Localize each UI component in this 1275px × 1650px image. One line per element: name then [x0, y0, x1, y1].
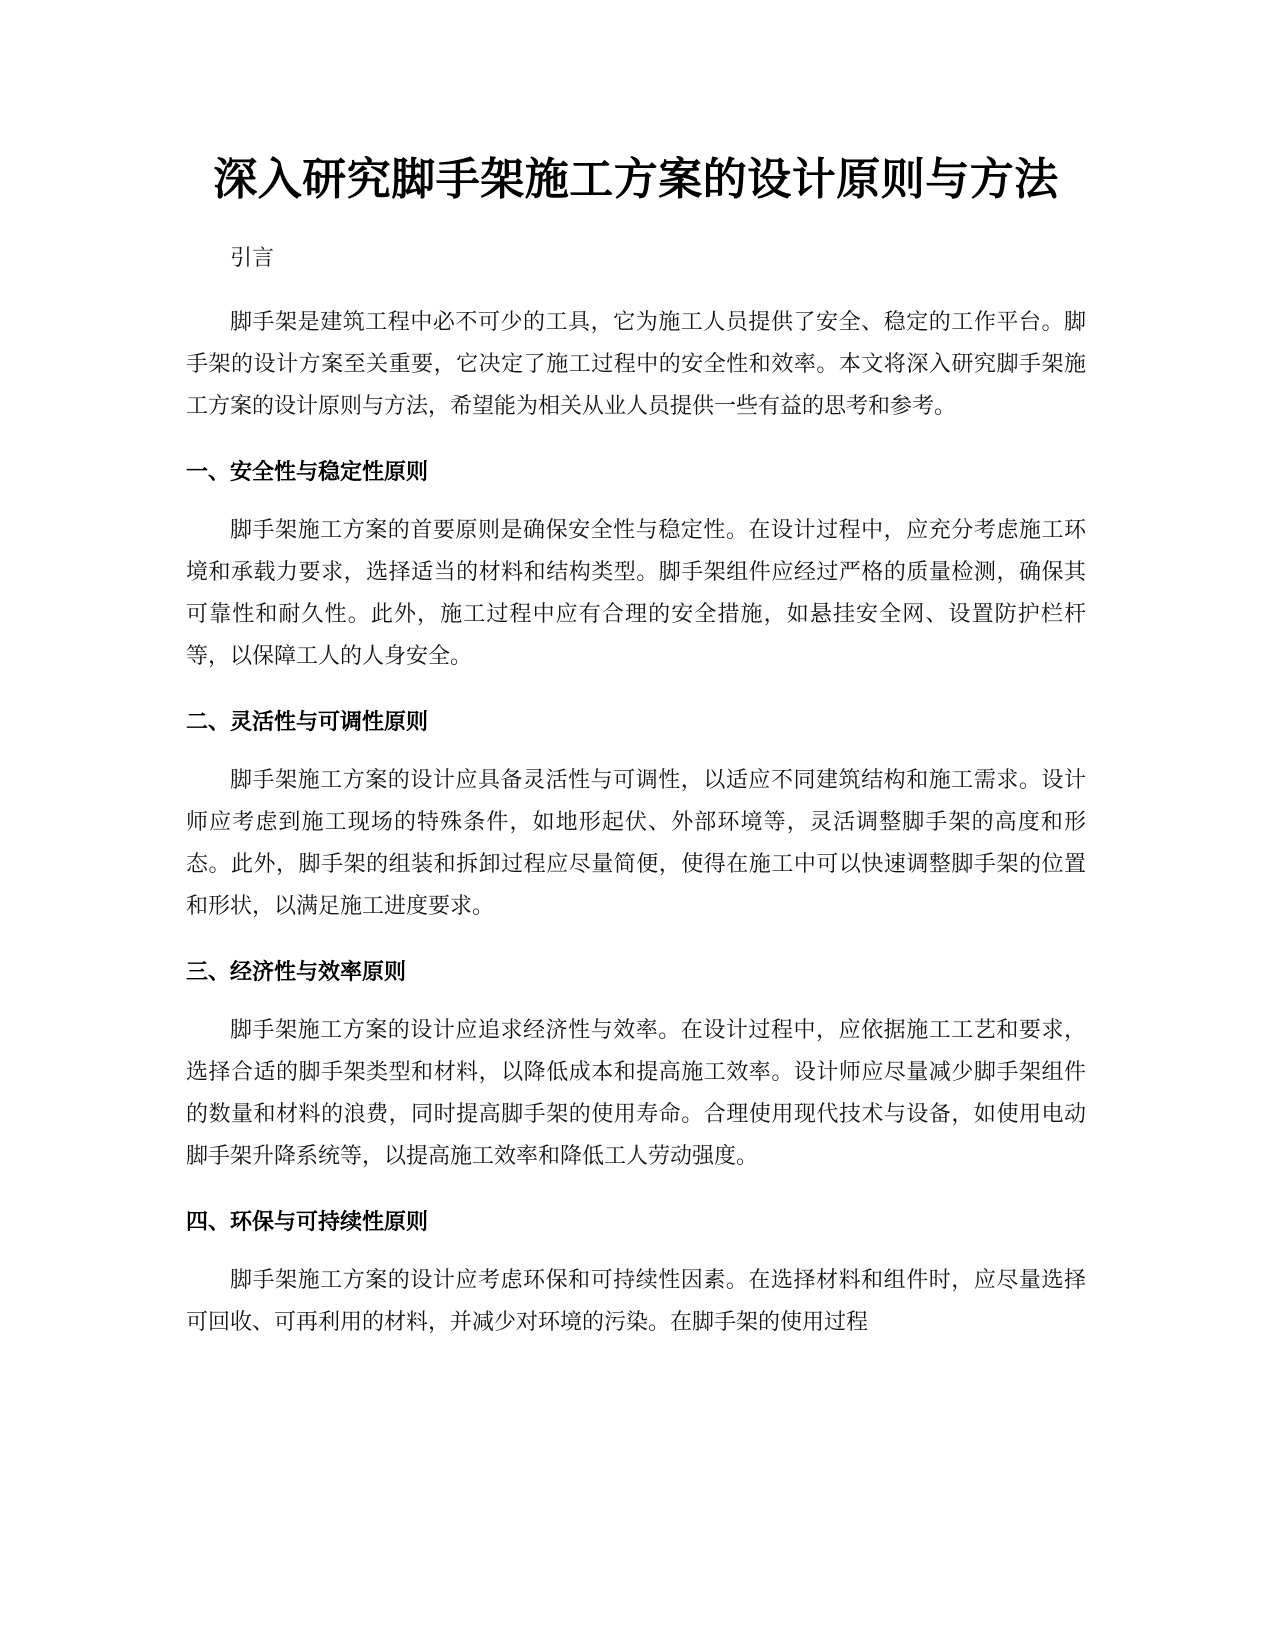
section-environment	[186, 1202, 1086, 1344]
section-heading: 四、环保与可持续性原则	[186, 1210, 429, 1235]
section-paragraph: 脚手架施工方案的设计应追求经济性与效率。在设计过程中，应依据施工工艺和要求，选择合适的脚手架类型和材料，以降低成本和提高施工效率。设计师应尽量减少脚手架组件的数量和材料的浪费，同时提高脚手架的使用寿命。合理使用现代技术与设备，如使用电动脚手架升降系统等，以提高施工效率和降低工人劳动强度。	[186, 1018, 1086, 1169]
document-title: 深入研究脚手架施工方案的设计原则与方法	[213, 154, 1059, 205]
document-body	[186, 148, 1086, 1344]
section-heading: 二、灵活性与可调性原则	[186, 710, 429, 735]
section-heading: 一、安全性与稳定性原则	[186, 460, 429, 485]
intro-paragraph: 脚手架是建筑工程中必不可少的工具，它为施工人员提供了安全、稳定的工作平台。脚手架的设计方案至关重要，它决定了施工过程中的安全性和效率。本文将深入研究脚手架施工方案的设计原则与方法，希望能为相关从业人员提供一些有益的思考和参考。	[186, 310, 1086, 419]
section-economy	[186, 952, 1086, 1178]
section-heading: 三、经济性与效率原则	[186, 960, 407, 985]
section-flexibility	[186, 702, 1086, 928]
section-paragraph: 脚手架施工方案的设计应考虑环保和可持续性因素。在选择材料和组件时，应尽量选择可回收、可再利用的材料，并减少对环境的污染。在脚手架的使用过程	[186, 1268, 1086, 1335]
section-safety	[186, 452, 1086, 678]
section-paragraph: 脚手架施工方案的首要原则是确保安全性与稳定性。在设计过程中，应充分考虑施工环境和承载力要求，选择适当的材料和结构类型。脚手架组件应经过严格的质量检测，确保其可靠性和耐久性。此外，施工过程中应有合理的安全措施，如悬挂安全网、设置防护栏杆等，以保障工人的人身安全。	[186, 518, 1086, 669]
section-paragraph: 脚手架施工方案的设计应具备灵活性与可调性，以适应不同建筑结构和施工需求。设计师应考虑到施工现场的特殊条件，如地形起伏、外部环境等，灵活调整脚手架的高度和形态。此外，脚手架的组装和拆卸过程应尽量简便，使得在施工中可以快速调整脚手架的位置和形状，以满足施工进度要求。	[186, 768, 1086, 919]
intro-label: 引言	[230, 246, 275, 271]
